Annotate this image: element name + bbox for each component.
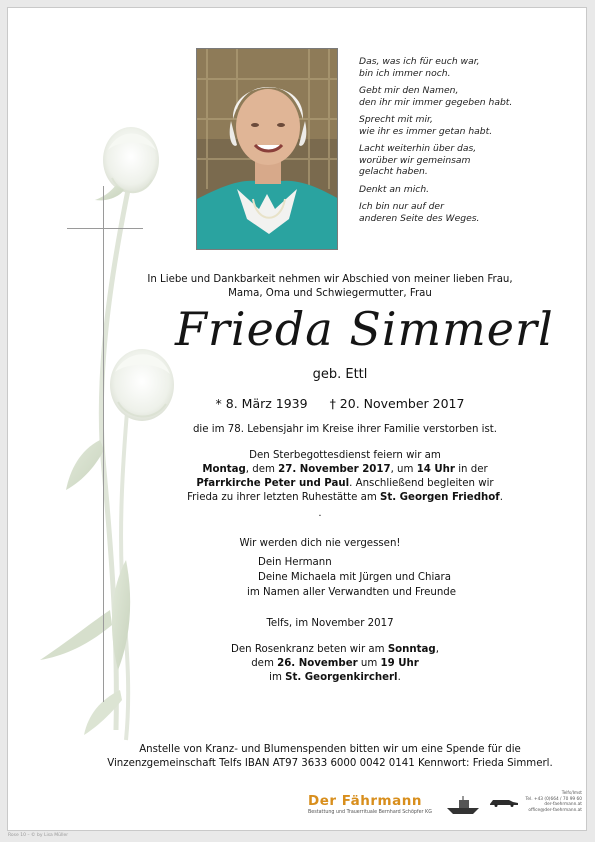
mourner-line: im Namen aller Verwandten und Freunde xyxy=(247,587,457,598)
poem-stanza xyxy=(359,85,579,108)
service-sep: , um xyxy=(390,464,417,475)
rosary-line-1 xyxy=(200,643,470,657)
service-cemetery: St. Georgen Friedhof xyxy=(380,492,500,503)
rosary-day: Sonntag xyxy=(387,644,436,655)
intro-line-1: In Liebe und Dankbarkeit nehmen wir Abschied von meiner lieben Frau, xyxy=(147,274,513,285)
rosary-pre3: im xyxy=(269,672,286,683)
donation-line-2: Vinzenzgemeinschaft Telfs IBAN AT97 3633 6000 0042 0141 Kennwort: Frieda Simmerl. xyxy=(107,758,553,769)
donation-line-1: Anstelle von Kranz- und Blumenspenden bitten wir um eine Spende für die xyxy=(139,744,521,755)
service-day: Montag xyxy=(202,464,246,475)
rosary-line-3 xyxy=(200,671,470,685)
poem-stanza xyxy=(359,56,579,79)
funeral-service-text xyxy=(130,449,560,505)
poem-line: Ich bin nur auf der xyxy=(359,201,444,212)
service-period: . xyxy=(499,492,503,503)
poem-line: Gebt mir den Namen, xyxy=(359,85,459,96)
mourners-list xyxy=(247,555,457,600)
boat-icon xyxy=(445,796,481,816)
poem-stanza xyxy=(359,184,579,196)
death-date: † 20. November 2017 xyxy=(329,396,465,411)
poem-line: bin ich immer noch. xyxy=(359,67,451,79)
poem-line: worüber wir gemeinsam xyxy=(359,154,471,166)
rosary-time: 19 Uhr xyxy=(380,658,419,669)
poem-line: den ihr mir immer gegeben habt. xyxy=(359,96,513,108)
rosary-text xyxy=(200,643,470,685)
rosary-date: 26. November xyxy=(277,658,358,669)
service-church: Pfarrkirche Peter und Paul xyxy=(196,478,350,489)
mourner-line: Dein Hermann xyxy=(258,557,332,568)
life-dates xyxy=(150,396,530,411)
poem-stanza xyxy=(359,114,579,137)
service-tail: . Anschließend begleiten wir xyxy=(349,478,494,489)
poem-line: wie ihr es immer getan habt. xyxy=(359,125,493,137)
poem-line: Sprecht mit mir, xyxy=(359,114,433,125)
poem-stanza xyxy=(359,201,579,224)
service-line-2 xyxy=(130,463,560,477)
service-line-1: Den Sterbegottesdienst feiern wir am xyxy=(249,450,441,461)
funeral-home-subtitle: Bestattung und Trauerrituale Bernhard Schöpfer KG xyxy=(308,810,432,815)
contact-email: office@der-faehrmann.at xyxy=(528,807,582,813)
contact-web: der-faehrmann.at xyxy=(544,802,582,807)
rosary-line-2 xyxy=(200,657,470,671)
service-time: 14 Uhr xyxy=(416,464,455,475)
contact-phone: Tel. +43 (0)664 / 70 99 60 xyxy=(525,796,582,802)
rosary-place: St. Georgenkircherl xyxy=(285,672,398,683)
birth-date: * 8. März 1939 xyxy=(215,396,308,411)
service-tail: in der xyxy=(454,464,488,475)
service-line-4 xyxy=(130,491,560,505)
service-line-3 xyxy=(130,477,560,491)
poem-stanza xyxy=(359,143,579,178)
funeral-home-contact xyxy=(492,791,582,813)
mourner-line: Deine Michaela mit Jürgen und Chiara xyxy=(258,572,451,583)
rosary-pre2: dem xyxy=(251,658,278,669)
poem-line: Lacht weiterhin über das, xyxy=(359,143,477,154)
poem-line: anderen Seite des Weges. xyxy=(359,212,480,224)
separator-dot: . xyxy=(318,508,322,519)
service-sep: , dem xyxy=(245,464,279,475)
maiden-name: geb. Ettl xyxy=(312,367,368,382)
cross-horizontal-bar xyxy=(67,228,143,229)
upper-rose xyxy=(95,127,159,200)
rosary-period: . xyxy=(397,672,401,683)
service-date: 27. November 2017 xyxy=(278,464,391,475)
deceased-name: Frieda Simmerl xyxy=(175,302,554,356)
donation-request xyxy=(70,743,590,771)
rosary-pre: Den Rosenkranz beten wir am xyxy=(231,644,388,655)
death-note: die im 78. Lebensjahr im Kreise ihrer Familie verstorben ist. xyxy=(192,424,498,435)
rosary-mid: um xyxy=(357,658,381,669)
poem-line: Das, was ich für euch war, xyxy=(359,56,480,67)
poem xyxy=(359,56,579,230)
image-credit: Rose 10 – © by Lisa Müller xyxy=(8,833,69,838)
service-burial-text: Frieda zu ihrer letzten Ruhestätte am xyxy=(187,492,381,503)
funeral-home-name: Der Fährmann xyxy=(308,793,422,809)
never-forget-text: Wir werden dich nie vergessen! xyxy=(239,538,401,549)
cross-vertical-bar xyxy=(103,186,104,702)
contact-location: Telfs/Imst xyxy=(561,791,582,796)
intro-line-2: Mama, Oma und Schwiegermutter, Frau xyxy=(228,288,432,299)
poem-line: gelacht haben. xyxy=(359,166,428,177)
portrait-photo xyxy=(196,48,338,250)
rosary-comma: , xyxy=(435,644,439,655)
poem-line: Denkt an mich. xyxy=(359,183,430,195)
intro-text xyxy=(100,273,560,301)
place-date: Telfs, im November 2017 xyxy=(266,618,394,629)
